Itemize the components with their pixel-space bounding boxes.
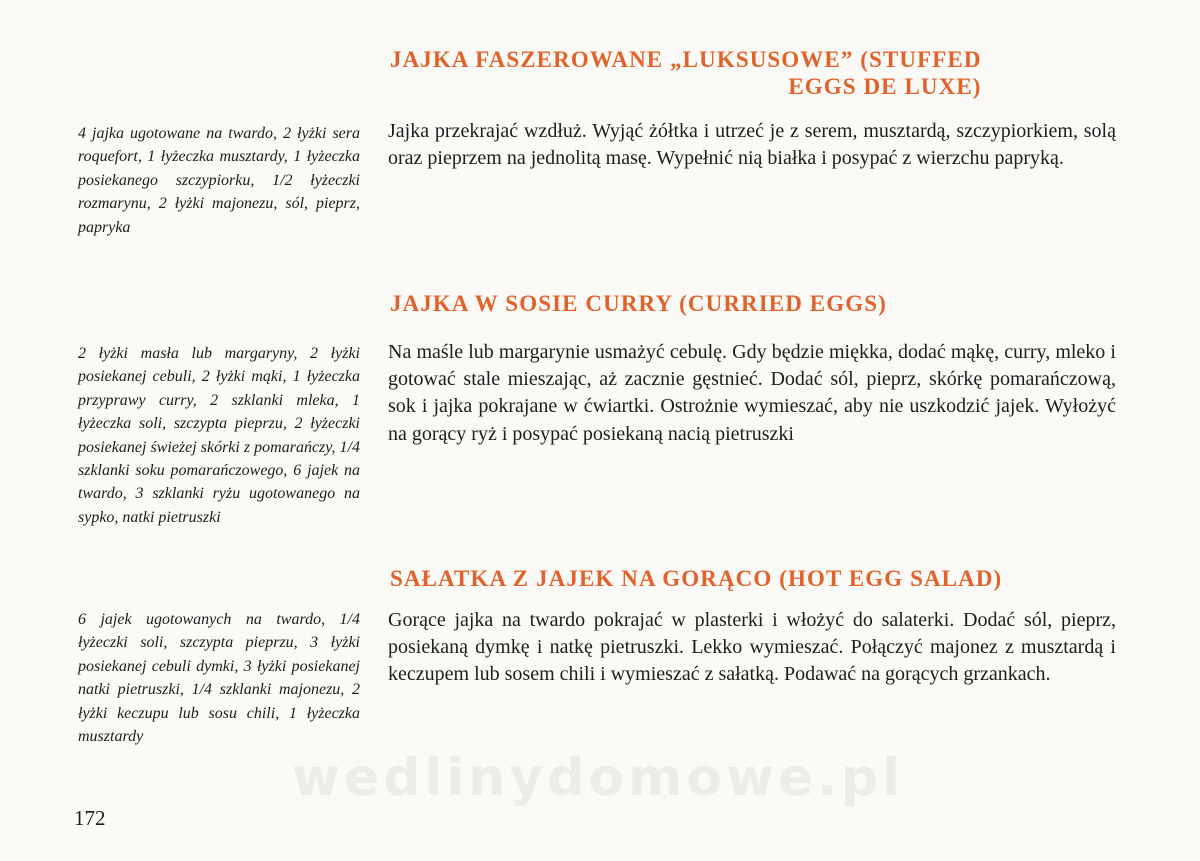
recipe-3-ingredients: 6 jajek ugotowanych na twardo, 1/4 łyżeczki soli, szczypta pieprzu, 3 łyżki posiekanej cebuli dymki, 3 łyżki posiekanej natki pietruszki, 1/4 szklanki majonezu, 2 łyżki keczupu lub sosu chili, 1 łyżeczka musztardy <box>78 611 360 746</box>
recipe-3-title: SAŁATKA Z JAJEK NA GORĄCO (HOT EGG SALAD) <box>390 566 1003 591</box>
recipe-2-title: JAJKA W SOSIE CURRY (CURRIED EGGS) <box>390 291 887 316</box>
recipe-2-instructions: Na maśle lub margarynie usmażyć cebulę. Gdy będzie miękka, dodać mąkę, curry, mleko i gotować stale mieszając, aż zacznie gęstnieć. Dodać sól, pieprz, skórkę pomarańczową, sok i jajka pokrajane w ćwiartki. Ostrożnie wymieszać, aby nie uszkodzić jajek. Wyłożyć na gorący ryż i posypać posiekaną nacią pietruszki <box>388 341 1116 445</box>
watermark: wedlinydomowe.pl <box>292 748 905 808</box>
recipe-2-ingredients: 2 łyżki masła lub margaryny, 2 łyżki posiekanej cebuli, 2 łyżki mąki, 1 łyżeczka przyprawy curry, 2 szklanki mleka, 1 łyżeczka soli, szczypta pieprzu, 2 łyżeczki posiekanej świeżej skórki z pomarańczy, 1/4 szklanki soku pomarańczowego, 6 jajek na twardo, 3 szklanki ryżu ugotowanego na sypko, natki pietruszki <box>78 345 360 526</box>
recipe-1-instructions: Jajka przekrajać wzdłuż. Wyjąć żółtka i utrzeć je z serem, musztardą, szczypiorkiem, solą oraz pieprzem na jednolitą masę. Wypełnić nią białka i posypać z wierzchu papryką. <box>388 120 1116 170</box>
recipe-1-title-line-1: JAJKA FASZEROWANE „LUKSUSOWE” (STUFFED <box>390 47 982 72</box>
recipe-1-title-line-2: EGGS DE LUXE) <box>788 74 982 99</box>
recipe-3-instructions: Gorące jajka na twardo pokrajać w plasterki i włożyć do salaterki. Dodać sól, pieprz, posiekaną dymkę i natkę pietruszki. Lekko wymieszać. Połączyć majonez z musztardą i keczupem lub sosem chili i wymieszać z sałatką. Podawać na gorących grzankach. <box>388 609 1116 686</box>
recipe-1-ingredients: 4 jajka ugotowane na twardo, 2 łyżki sera roquefort, 1 łyżeczka musztardy, 1 łyżeczka posiekanego szczypiorku, 1/2 łyżeczki rozmarynu, 2 łyżki majonezu, sól, pieprz, papryka <box>78 125 360 236</box>
recipe-1-title <box>390 46 982 100</box>
page-number: 172 <box>74 806 106 830</box>
